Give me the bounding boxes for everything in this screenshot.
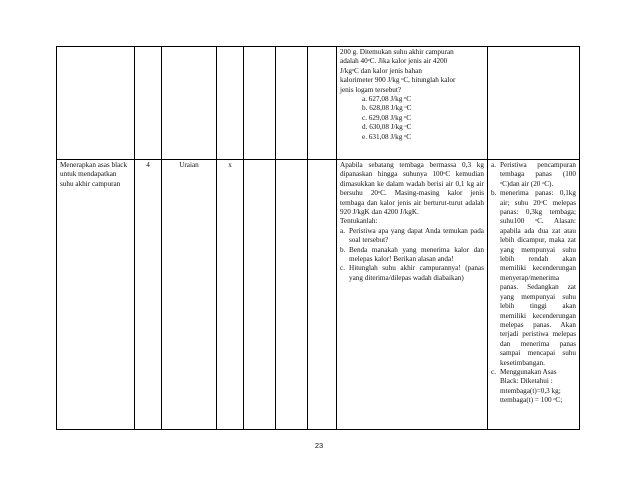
option-item: c. 629,08 J/kg ᵒC (362, 113, 411, 122)
question-line: kalorimeter 900 J/kg ᵒC, hitunglah kalor (340, 76, 456, 85)
sub-question-item (340, 246, 484, 265)
page-number: 23 (314, 441, 324, 450)
answer-list (491, 161, 576, 406)
sub-question-marker: c. (340, 264, 345, 273)
option-item: b. 628,08 J/kg ᵒC (362, 104, 412, 113)
answer-item (491, 161, 576, 189)
sub-question-text: Benda manakah yang menerima kalor dan melepas kalor! Berikan alasan anda! (349, 245, 484, 264)
empty-cell (308, 160, 337, 430)
mark-cell: x (217, 160, 244, 430)
table-row (57, 160, 580, 430)
empty-cell (276, 160, 308, 430)
assessment-grid-table (56, 46, 580, 430)
sub-question-item (340, 227, 484, 246)
answer-marker: c. (491, 367, 496, 376)
sub-question-marker: a. (340, 226, 345, 235)
question-intro: Apabila sebatang tembaga bermassa 0,3 kg dipanaskan hingga suhunya 100ᵒC kemudian dimasukkan ke dalam wadah berisi air 0,1 kg air bersuhu 20ᵒC. Masing-masing kalor jenis tembaga dan kalor jenis air berturut-turut adalah 920 J/kgK dan 4200 J/kgK. (340, 161, 484, 217)
indicator-cell (57, 47, 135, 160)
indicator-cell: Menerapkan asas black untuk mendapatkan suhu akhir campuran (57, 160, 135, 430)
mark-cell (217, 47, 244, 160)
level-cell (135, 47, 162, 160)
answer-item (491, 189, 576, 368)
question-line: 200 g. Ditemukan suhu akhir campuran (340, 48, 454, 56)
sub-question-list (340, 227, 484, 283)
empty-cell (308, 47, 337, 160)
answer-text: menerima panas: 0,1kg air; suhu 20ᵒC melepas panas: 0,3kg tembaga; suhu100 ᵒC. Alasan: apabila ada dua zat atau lebih dicampur, maka zat yang mempunyai suhu lebih rendah akan memiliki kecenderungan menyerap/menerima panas. Sedangkan zat yang mempunyai suhu lebih tinggi akan memiliki kecenderungan melepas panas. Akan terjadi peristiwa melepas dan menerima panas sampai mencapai suhu kesetimbangan. (500, 189, 576, 367)
empty-cell (276, 47, 308, 160)
sub-question-text: Hitunglah suhu akhir campurannya! (panas yang diterima/dilepas wadah diabaikan) (349, 264, 484, 282)
option-item: e. 631,08 J/kg ᵒC (362, 132, 411, 141)
sub-question-text: Peristiwa apa yang dapat Anda temukan pada soal tersebut? (349, 226, 484, 245)
answer-text: Peristiwa pencampuran tembaga panas (100 ᵒC)dan air (20 ᵒC). (500, 161, 576, 188)
question-line: jenis logam tersebut? (340, 85, 402, 94)
answer-text: Menggunakan Asas Black: Diketahui : mtembaga(t)=0,3 kg; ttembaga(t) = 100 ᵒC; (500, 367, 563, 405)
answer-item (491, 368, 576, 406)
form-cell: Uraian (162, 160, 217, 430)
question-line: adalah 40ᵒC. Jika kalor jenis air 4200 (340, 57, 448, 66)
question-line: J/kgᵒC dan kalor jenis bahan (340, 66, 422, 75)
form-cell (162, 47, 217, 160)
question-cell (337, 47, 488, 160)
level-cell: 4 (135, 160, 162, 430)
answer-marker: b. (491, 189, 497, 198)
sub-question-item (340, 264, 484, 283)
option-item: d. 630,08 J/kg ᵒC (362, 123, 412, 132)
answer-options (340, 95, 484, 142)
table-row (57, 47, 580, 160)
answer-marker: a. (491, 161, 496, 169)
sub-question-marker: b. (340, 245, 346, 254)
answer-cell (488, 160, 580, 430)
answer-cell (488, 47, 580, 160)
empty-cell (244, 160, 276, 430)
question-cell (337, 160, 488, 430)
question-task: Tentukanlah: (340, 217, 378, 226)
empty-cell (244, 47, 276, 160)
option-item: a. 627,08 J/kg ᵒC (362, 95, 411, 104)
